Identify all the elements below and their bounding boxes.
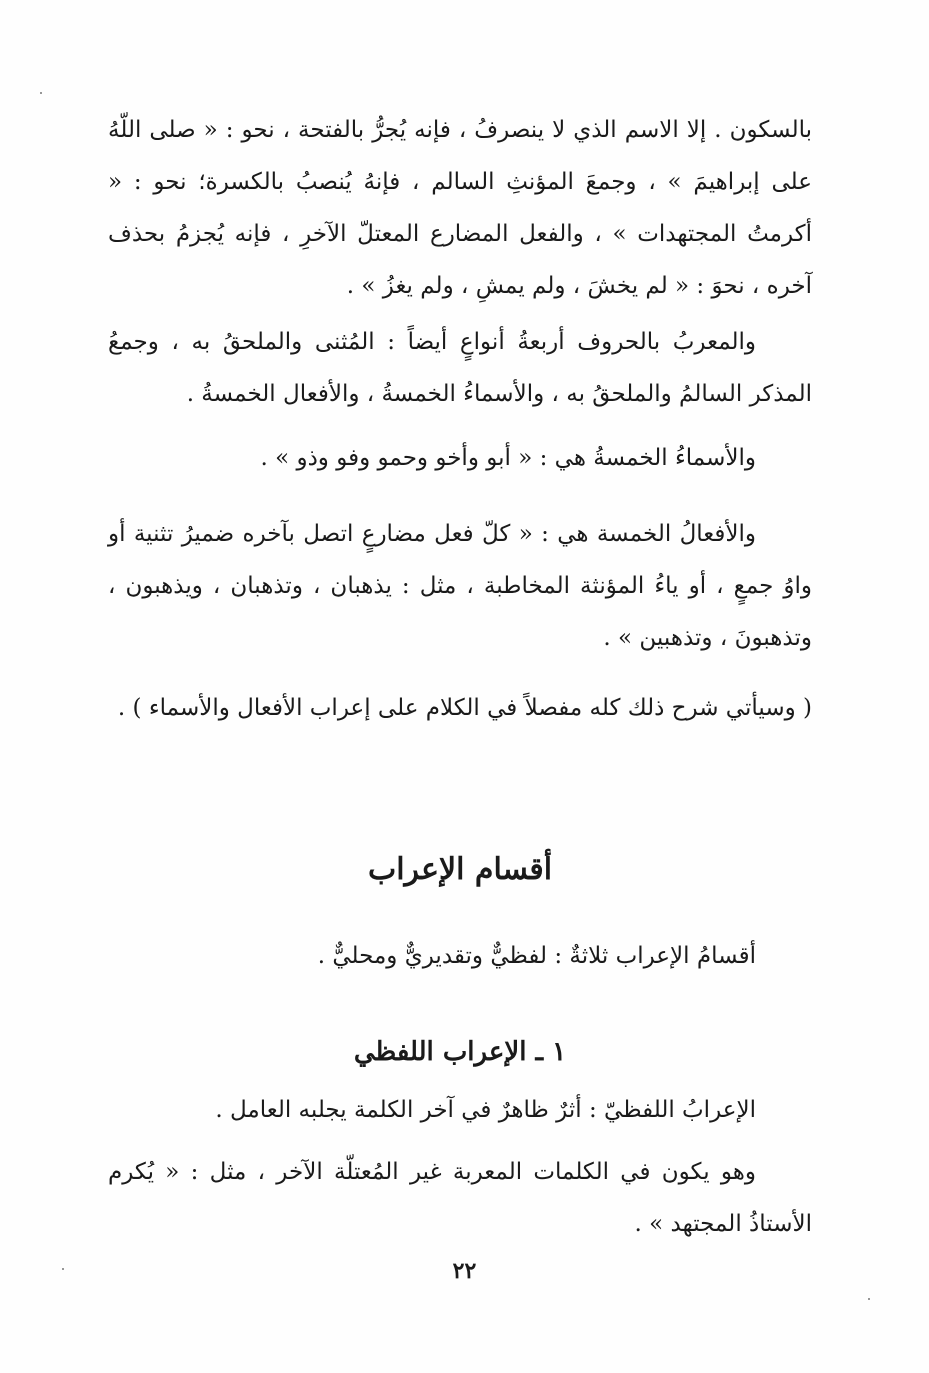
paragraph-sukun-exceptions: بالسكون . إلا الاسم الذي لا ينصرفُ ، فإنه يُجرُّ بالفتحة ، نحو : « صلى اللّهُ على إبراهيمَ » ، وجمعَ المؤنثِ السالم ، فإنهُ يُنصبُ بالكسرة؛ نحو : « أكرمتُ المجتهدات » ، والفعل المضارع المعتلّ الآخرِ ، فإنه يُجزمُ بحذف آخره ، نحوَ : « لم يخشَ ، ولم يمشِ ، ولم يغزُ » . <box>108 117 812 299</box>
subsection-heading: ١ ـ الإعراب اللفظي <box>353 1037 567 1067</box>
paragraph-forward-note: ( وسيأتي شرح ذلك كله مفصلاً في الكلام على إعراب الأفعال والأسماء ) . <box>117 695 812 721</box>
paragraph-verbal-example: وهو يكون في الكلمات المعربة غير المُعتلّة الآخر ، مثل : « يُكرم الأستاذُ المجتهد » . <box>108 1159 812 1237</box>
scan-speck <box>868 1298 870 1300</box>
paragraph-letter-inflection: والمعربُ بالحروف أربعةُ أنواعٍ أيضاً : المُثنى والملحقُ به ، وجمعُ المذكر السالمُ والملحقُ به ، والأسماءُ الخمسةُ ، والأفعال الخمسةُ . <box>108 329 812 407</box>
section-heading: أقسام الإعراب <box>367 852 553 887</box>
scan-speck <box>40 92 42 94</box>
paragraph-five-verbs: والأفعالُ الخمسة هي : « كلّ فعل مضارعٍ اتصل بآخره ضميرُ تثنية أو واوُ جمعٍ ، أو ياءُ المؤنثة المخاطبة ، مثل : يذهبان ، وتذهبان ، ويذهبون ، وتذهبونَ ، وتذهبين » . <box>108 521 812 651</box>
page-number: ٢٢ <box>452 1258 477 1284</box>
paragraph-verbal-definition: الإعرابُ اللفظيّ : أثرٌ ظاهرٌ في آخر الكلمة يجلبه العامل . <box>215 1097 756 1123</box>
paragraph-five-nouns: والأسماءُ الخمسةُ هي : « أبو وأخو وحمو وفو وذو » . <box>260 445 756 471</box>
paragraph-inflection-types: أقسامُ الإعراب ثلاثةٌ : لفظيٌّ وتقديريٌّ ومحليٌّ . <box>317 943 756 969</box>
scan-speck <box>62 1268 64 1270</box>
